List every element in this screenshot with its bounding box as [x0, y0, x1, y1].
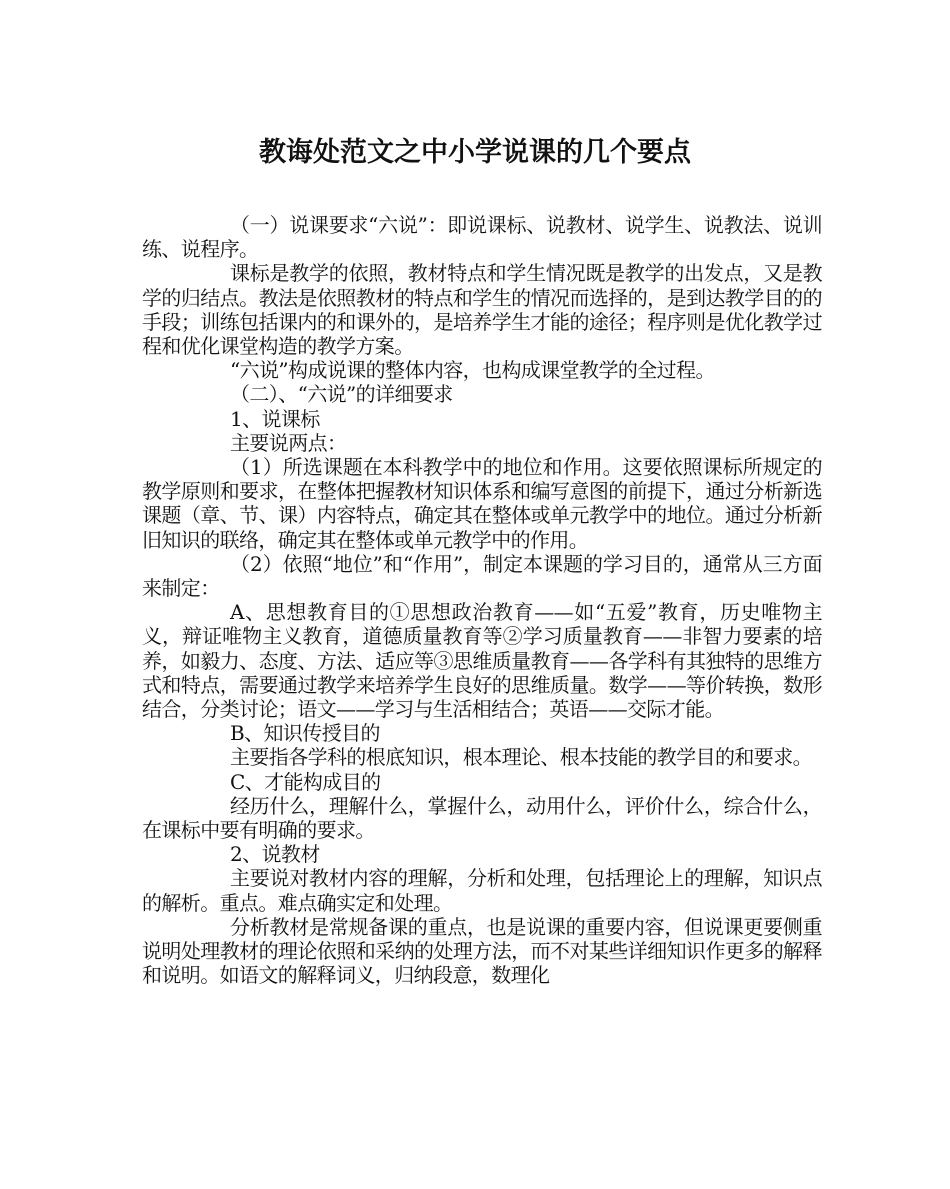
section-heading: 2、说教材: [230, 842, 320, 867]
paragraph: （1）所选课题在本科教学中的地位和作用。这要依照课标所规定的教学原则和要求，在整体把握教材知识体系和编写意图的前提下，通过分析新选课题（章、节、课）内容特点，确定其在整体或单元教学中的地位。通过分析新旧知识的联络，确定其在整体或单元教学中的作用。: [142, 455, 822, 552]
paragraph: 主要说对教材内容的理解，分析和处理，包括理论上的理解，知识点的解析。重点。难点确实定和处理。: [142, 866, 822, 915]
paragraph: （一）说课要求“六说”：即说课标、说教材、说学生、说教法、说训练、说程序。: [142, 213, 822, 262]
paragraph: 经历什么，理解什么，掌握什么，动用什么，评价什么，综合什么，在课标中要有明确的要求。: [142, 793, 822, 843]
paragraph: 主要指各学科的根底知识，根本理论、根本技能的教学目的和要求。: [230, 745, 812, 770]
subsection-heading: C、才能构成目的: [230, 769, 381, 794]
paragraph: 主要说两点：: [230, 430, 347, 455]
paragraph: 课标是教学的依照，教材特点和学生情况既是教学的出发点，又是教学的归结点。教法是依照教材的特点和学生的情况而选择的，是到达教学目的的手段；训练包括课内的和课外的，是培养学生才能的途径；程序则是优化教学过程和优化课堂构造的教学方案。: [142, 261, 822, 359]
subsection-heading: B、知识传授目的: [230, 721, 380, 746]
paragraph: 分析教材是常规备课的重点，也是说课的重要内容，但说课更要侧重说明处理教材的理论依照和采纳的处理方法，而不对某些详细知识作更多的解释和说明。如语文的解释词义，归纳段意，数理化: [142, 914, 822, 988]
paragraph: （2）依照“地位”和“作用”，制定本课题的学习目的，通常从三方面来制定：: [142, 551, 822, 601]
paragraph: “六说”构成说课的整体内容，也构成课堂教学的全过程。: [230, 358, 715, 383]
paragraph: A、思想教育目的①思想政治教育——如“五爱”教育，历史唯物主义，辩证唯物主义教育，道德质量教育等②学习质量教育——非智力要素的培养，如毅力、态度、方法、适应等③思维质量教育——各学科有其独特的思维方式和特点，需要通过教学来培养学生良好的思维质量。数学——等价转换，数形结合，分类讨论；语文——学习与生活相结合；英语——交际才能。: [142, 600, 822, 722]
section-heading: 1、说课标: [230, 406, 320, 431]
document-body: [142, 213, 822, 988]
section-heading: （二）、“六说”的详细要求: [230, 382, 453, 407]
document-title: 教诲处范文之中小学说课的几个要点: [259, 137, 691, 168]
